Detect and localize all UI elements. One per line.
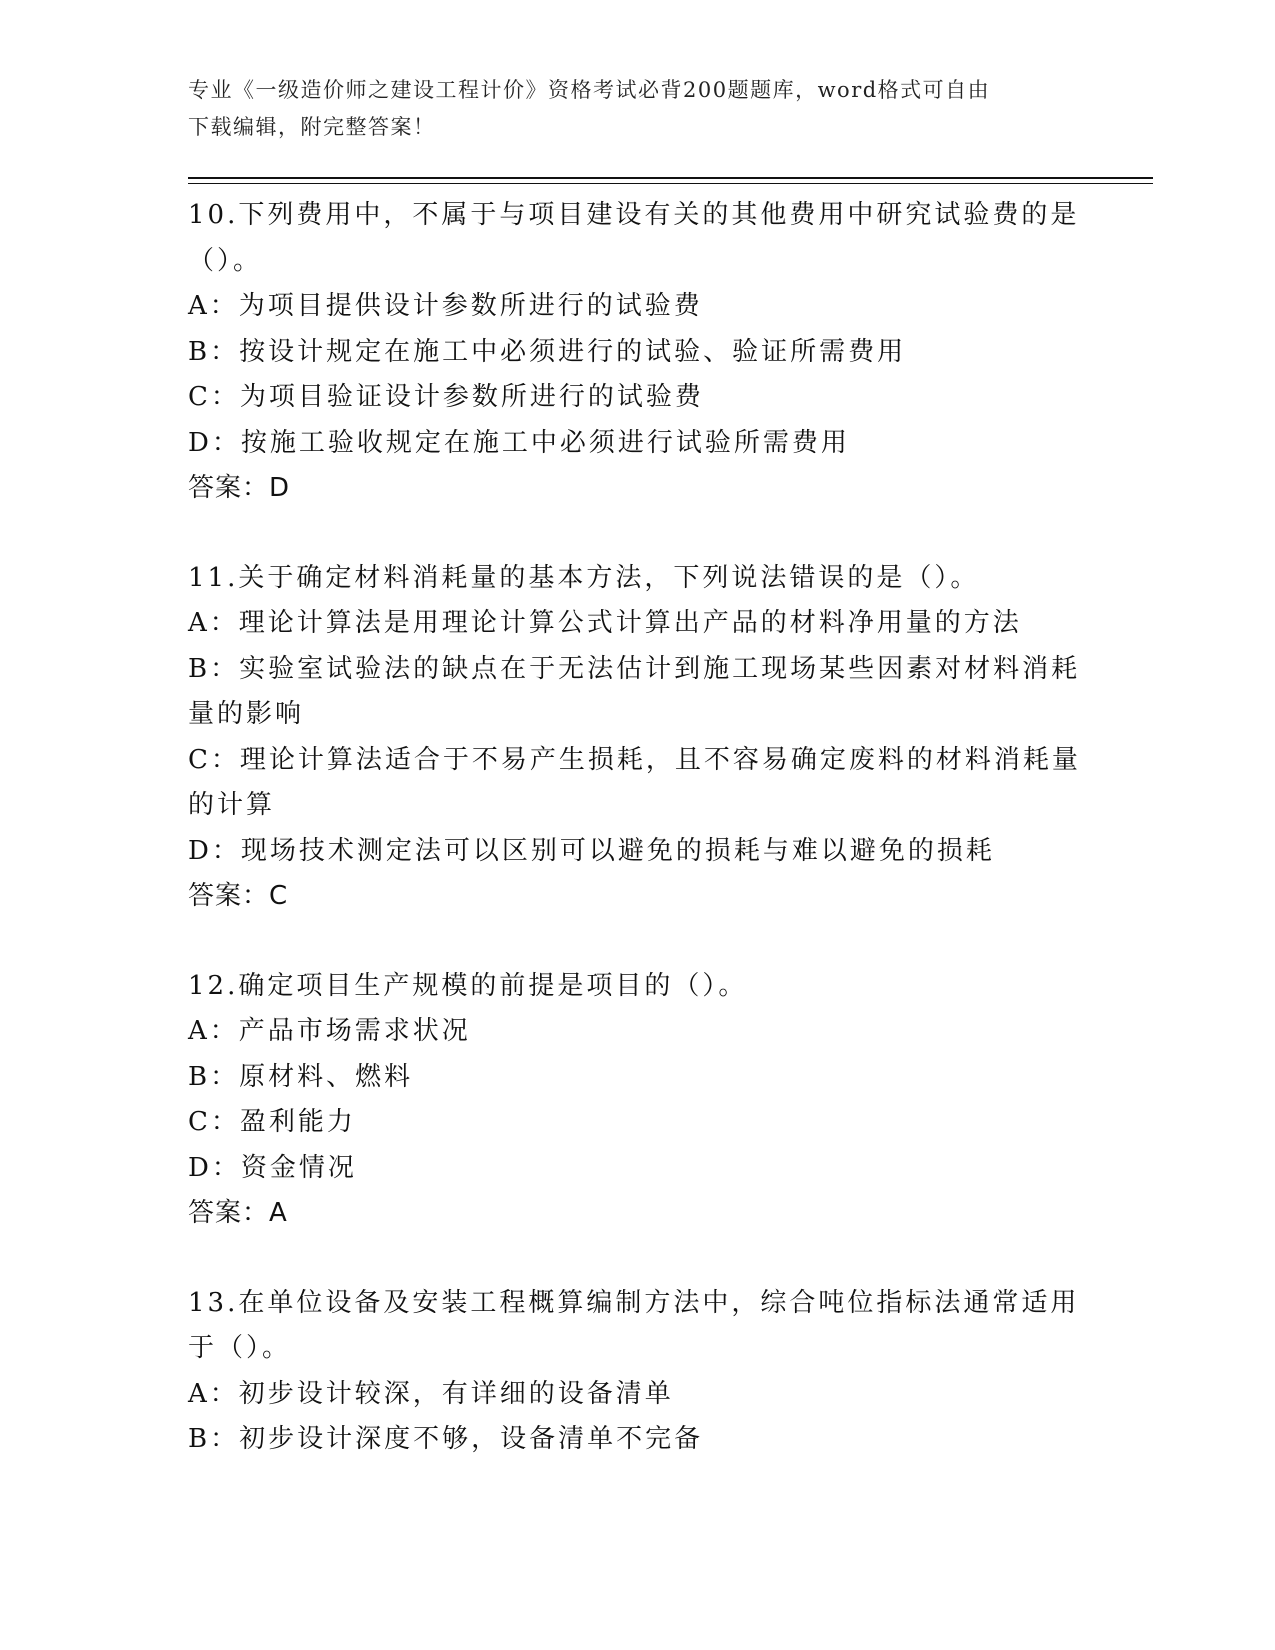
option-b: B：原材料、燃料 xyxy=(188,1061,414,1092)
option-a: A：理论计算法是用理论计算公式计算出产品的材料净用量的方法 xyxy=(188,608,1022,638)
option-c: C：理论计算法适合于不易产生损耗，且不容易确定废料的材料消耗量的计算 xyxy=(188,744,1081,820)
option-d: D：按施工验收规定在施工中必须进行试验所需费用 xyxy=(188,427,850,458)
question-12 xyxy=(188,964,1088,1237)
option-b: B：实验室试验法的缺点在于无法估计到施工现场某些因素对材料消耗量的影响 xyxy=(188,653,1081,729)
option-b: B：初步设计深度不够，设备清单不完备 xyxy=(188,1424,704,1454)
question-stem: 11.关于确定材料消耗量的基本方法，下列说法错误的是（）。 xyxy=(188,562,980,593)
question-13 xyxy=(188,1281,1088,1463)
option-a: A：产品市场需求状况 xyxy=(188,1016,471,1046)
answer: 答案：C xyxy=(188,881,289,911)
question-stem: 13.在单位设备及安装工程概算编制方法中，综合吨位指标法通常适用于（）。 xyxy=(188,1287,1080,1363)
header-divider-thick xyxy=(188,177,1153,179)
option-c: C：为项目验证设计参数所进行的试验费 xyxy=(188,382,704,412)
answer: 答案：A xyxy=(188,1198,288,1228)
option-d: D：资金情况 xyxy=(188,1152,357,1183)
option-c: C：盈利能力 xyxy=(188,1107,356,1137)
question-10 xyxy=(188,193,1088,512)
option-a: A：初步设计较深，有详细的设备清单 xyxy=(188,1378,674,1409)
question-stem: 12.确定项目生产规模的前提是项目的（）。 xyxy=(188,970,748,1001)
header-line-2: 下载编辑，附完整答案！ xyxy=(188,115,436,139)
question-11 xyxy=(188,556,1088,920)
header-divider-thin xyxy=(188,183,1153,184)
document-header xyxy=(188,72,1078,146)
header-line-1: 专业《一级造价师之建设工程计价》资格考试必背200题题库，word格式可自由 xyxy=(188,78,991,102)
answer: 答案：D xyxy=(188,473,291,503)
question-list xyxy=(188,193,1088,1507)
option-d: D：现场技术测定法可以区别可以避免的损耗与难以避免的损耗 xyxy=(188,835,995,866)
option-a: A：为项目提供设计参数所进行的试验费 xyxy=(188,291,703,321)
question-stem: 10.下列费用中，不属于与项目建设有关的其他费用中研究试验费的是（）。 xyxy=(188,200,1080,276)
option-b: B：按设计规定在施工中必须进行的试验、验证所需费用 xyxy=(188,336,907,367)
